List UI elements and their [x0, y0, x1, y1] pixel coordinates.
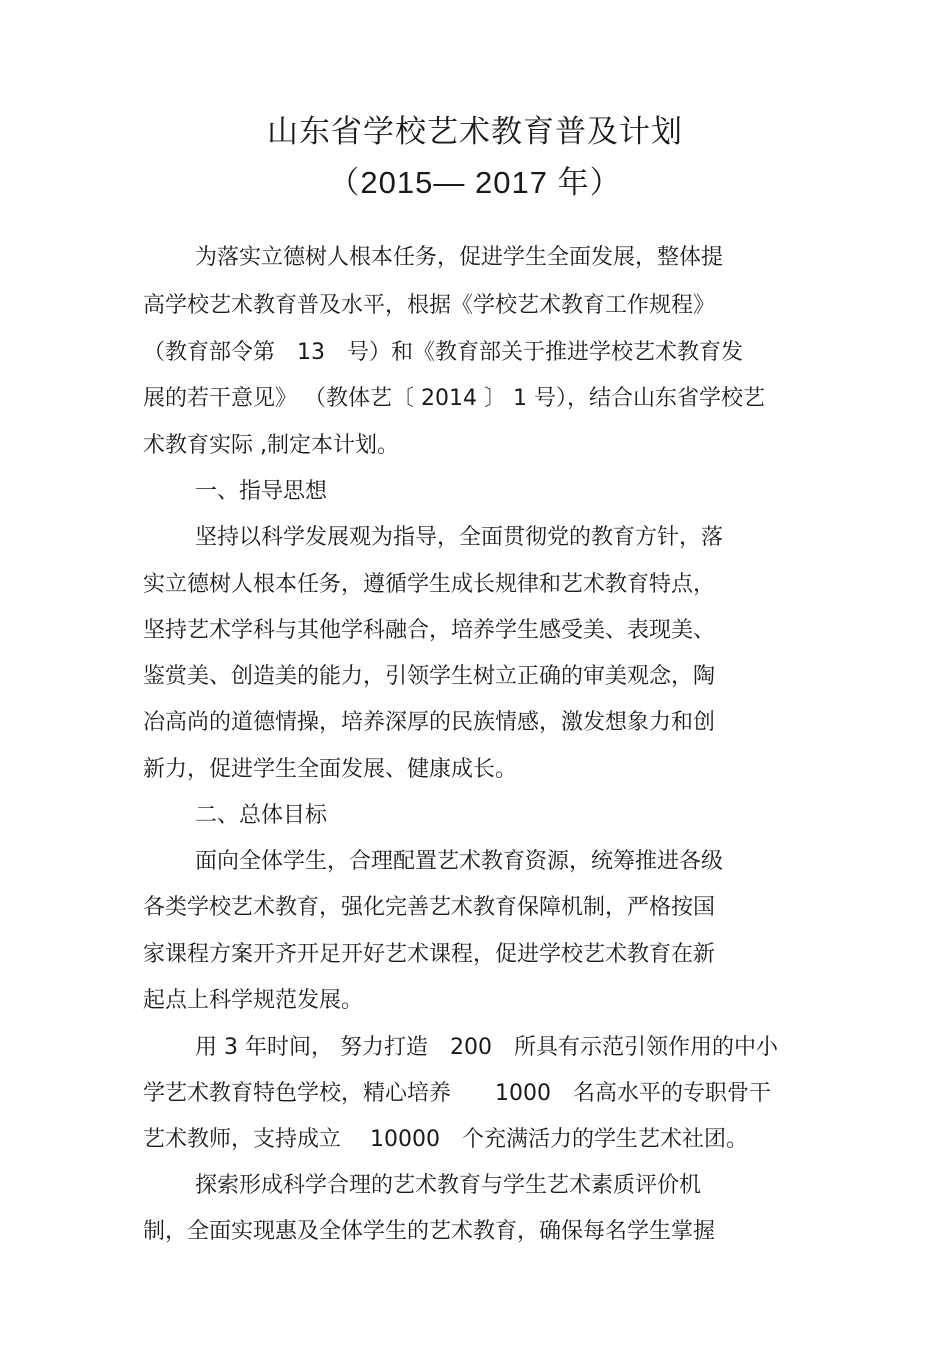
document-subtitle-years: （2015— 2017 年） [328, 165, 622, 200]
paragraph-line: 鉴赏美、创造美的能力，引领学生树立正确的审美观念，陶 [143, 664, 716, 689]
paragraph-line: 制，全面实现惠及全体学生的艺术教育，确保每名学生掌握 [143, 1219, 716, 1244]
paragraph-line: 家课程方案开齐开足开好艺术课程，促进学校艺术教育在新 [143, 942, 716, 967]
paragraph-line: 展的若干意见》 （教体艺〔 2014 〕 1 号），结合山东省学校艺 [143, 386, 765, 411]
paragraph-line: 术教育实际 ,制定本计划。 [143, 433, 399, 458]
paragraph-line: 用 3 年时间， 努力打造 200 所具有示范引领作用的中小 [195, 1035, 778, 1060]
paragraph-line: 学艺术教育特色学校，精心培养 1000 名高水平的专职骨干 [143, 1081, 771, 1106]
paragraph-line: 为落实立德树人根本任务，促进学生全面发展，整体提 [195, 245, 724, 270]
paragraph-line: 艺术教师，支持成立 10000 个充满活力的学生艺术社团。 [143, 1127, 748, 1152]
paragraph-line: 冶高尚的道德情操，培养深厚的民族情感，激发想象力和创 [143, 710, 716, 735]
section-heading: 二、总体目标 [195, 803, 328, 828]
paragraph-line: 探索形成科学合理的艺术教育与学生艺术素质评价机 [195, 1173, 702, 1198]
paragraph-line: 各类学校艺术教育，强化完善艺术教育保障机制，严格按国 [143, 895, 716, 920]
paragraph-line: 面向全体学生，合理配置艺术教育资源，统筹推进各级 [195, 849, 724, 874]
paragraph-line: 起点上科学规范发展。 [143, 988, 364, 1013]
paragraph-line: （教育部令第 13 号）和《教育部关于推进学校艺术教育发 [143, 340, 743, 365]
paragraph-line: 新力，促进学生全面发展、健康成长。 [143, 757, 518, 782]
paragraph-line: 坚持以科学发展观为指导，全面贯彻党的教育方针，落 [195, 525, 724, 550]
section-heading: 一、指导思想 [195, 479, 328, 504]
paragraph-line: 高学校艺术教育普及水平，根据《学校艺术教育工作规程》 [143, 293, 716, 318]
paragraph-line: 坚持艺术学科与其他学科融合，培养学生感受美、表现美、 [143, 618, 716, 643]
paragraph-line: 实立德树人根本任务，遵循学生成长规律和艺术教育特点， [143, 572, 716, 597]
document-title: 山东省学校艺术教育普及计划 [267, 114, 683, 150]
